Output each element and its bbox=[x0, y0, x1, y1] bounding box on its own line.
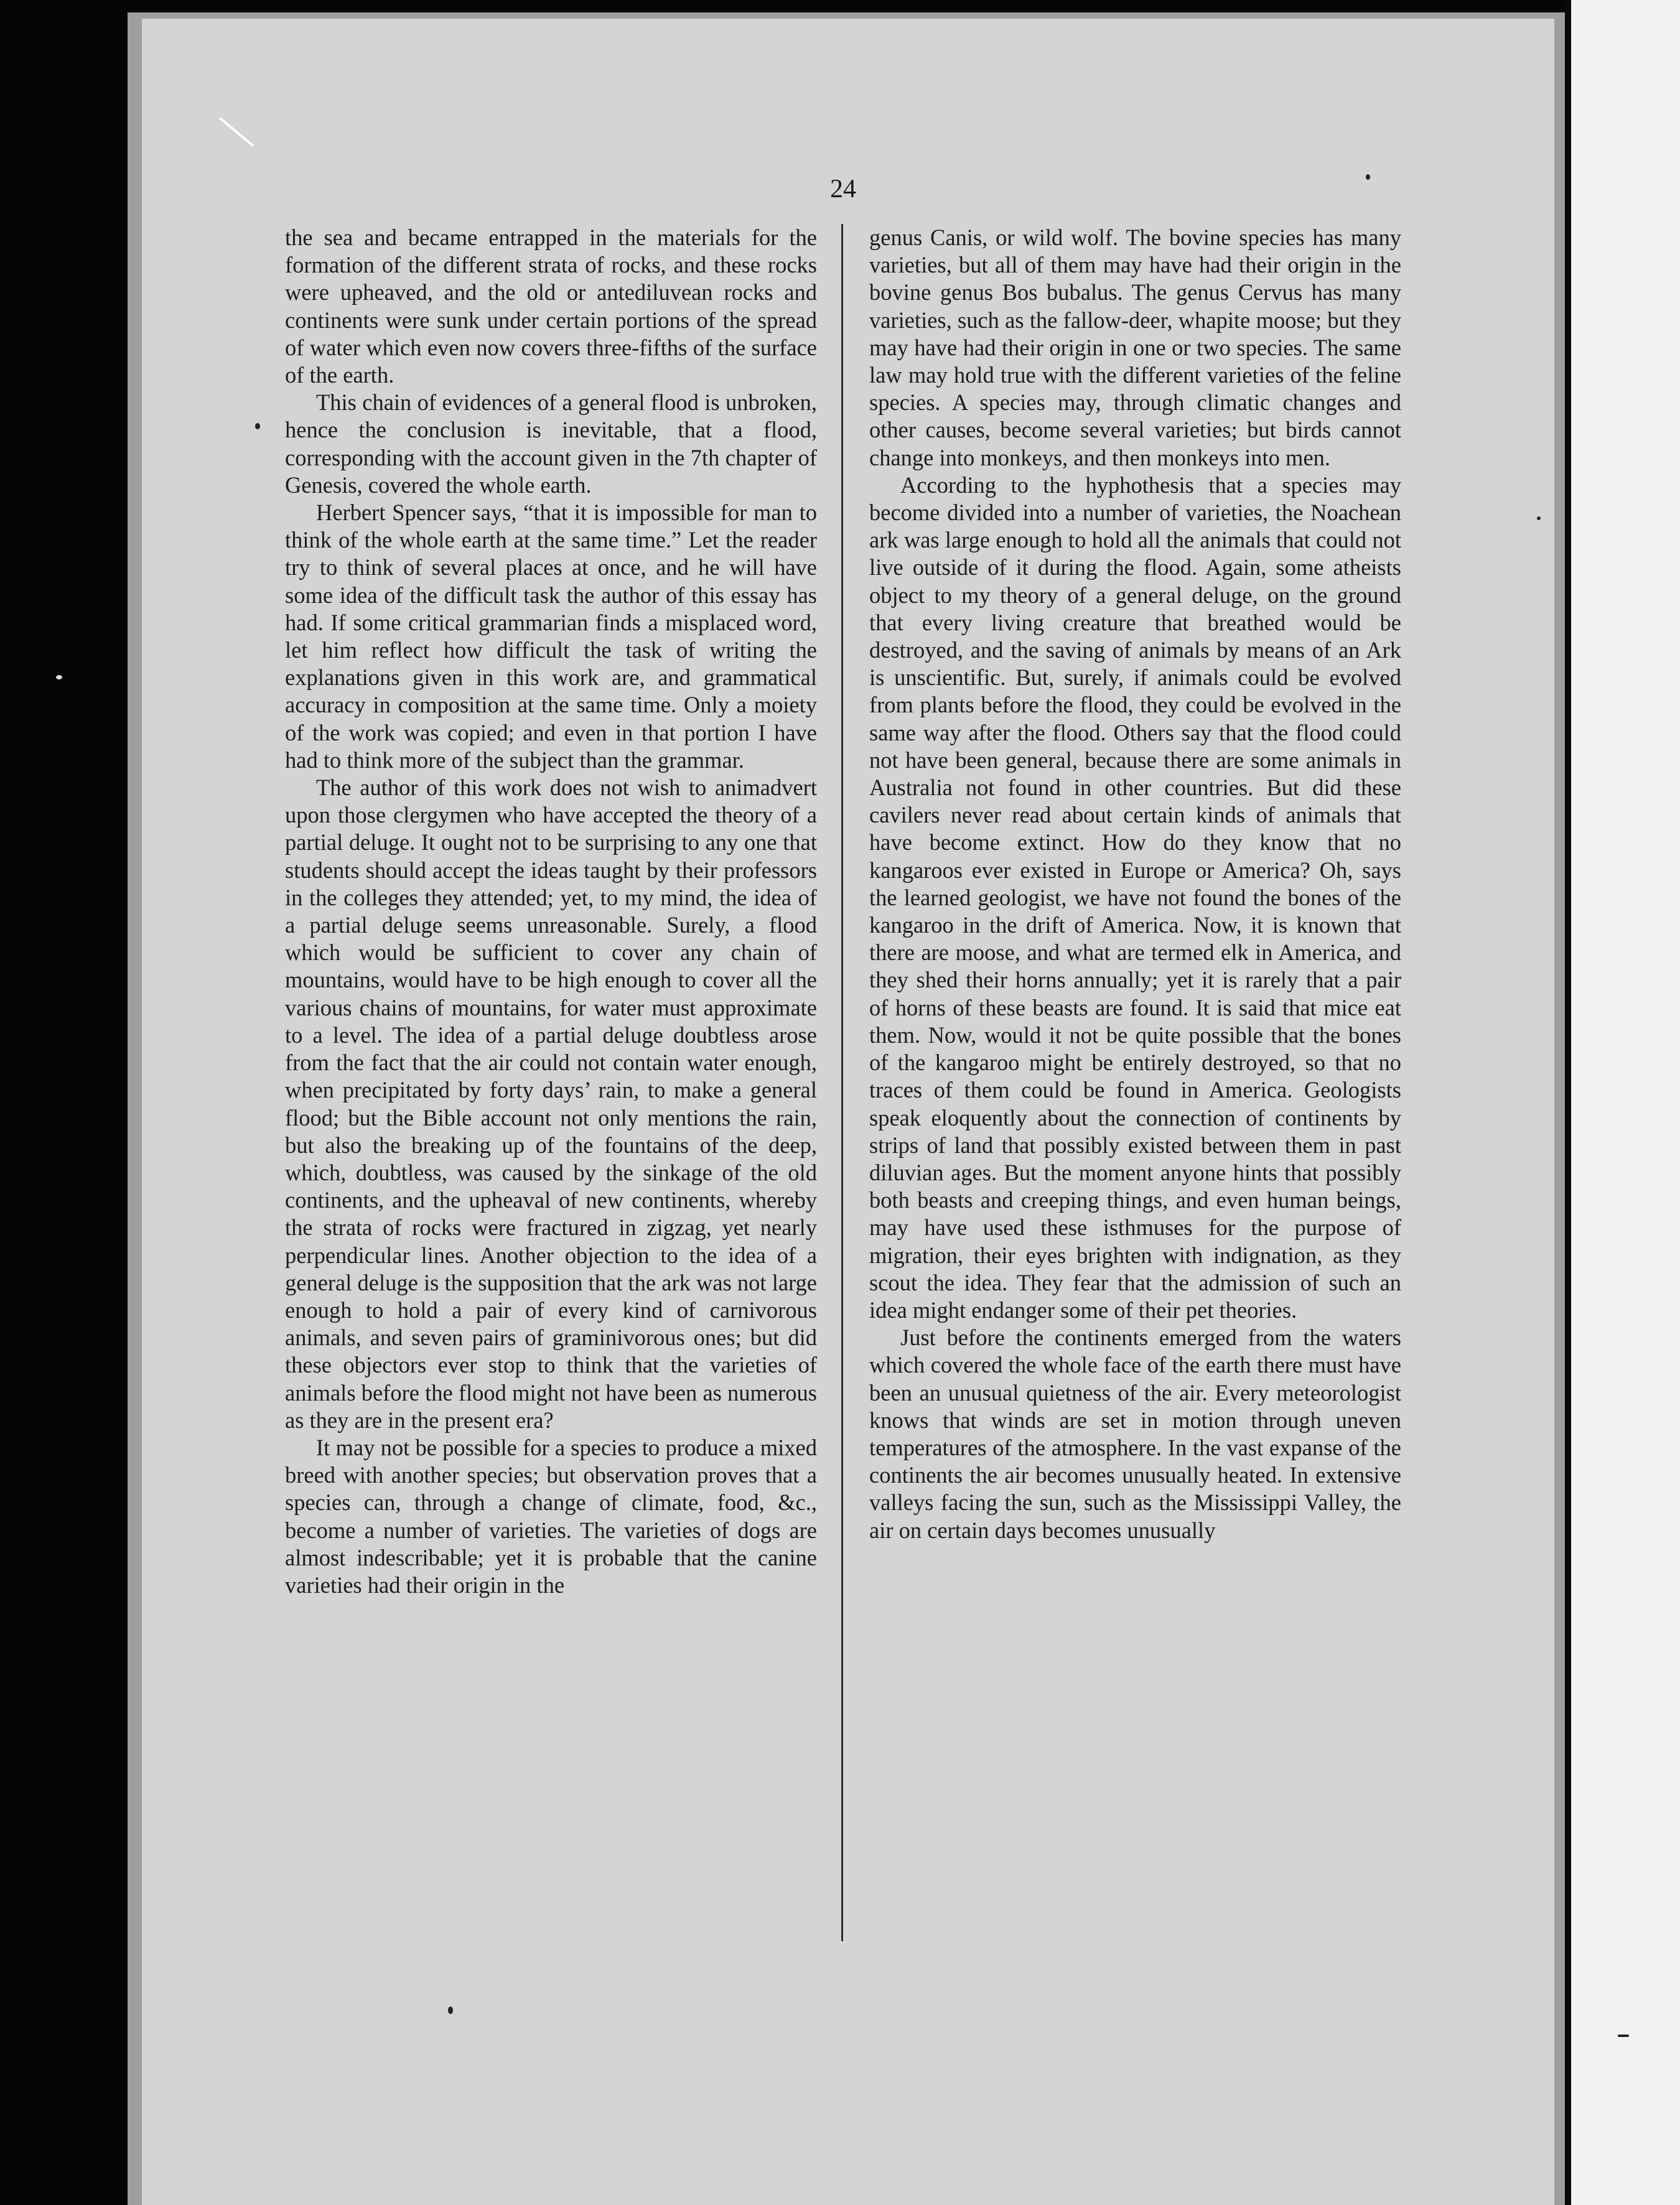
right-column bbox=[869, 224, 1401, 2115]
page-number: 24 bbox=[830, 175, 856, 203]
scan-speck bbox=[56, 675, 62, 679]
adjacent-page-strip bbox=[1571, 0, 1680, 2205]
paragraph: It may not be possible for a species to produce a mixed breed with another species; but observation proves that a species can, through a change of climate, food, &c., become a number of varieties. The varieties of dogs are almost indescribable; yet it is probable that the canine varieties had their origin in the bbox=[285, 1434, 817, 1598]
column-divider bbox=[841, 224, 843, 1941]
scan-speck bbox=[1537, 516, 1541, 520]
scan-speck bbox=[1366, 174, 1370, 180]
paragraph: This chain of evidences of a general flood is unbroken, hence the conclusion is inevitable, that a flood, corresponding with the account given in the 7th chapter of Genesis, covered the whole earth. bbox=[285, 389, 817, 498]
paragraph: The author of this work does not wish to animadvert upon those clergymen who have accepted the theory of a partial deluge. It ought not to be surprising to any one that students should accept the ideas taught by their professors in the colleges they attended; yet, to my mind, the idea of a partial deluge seems unreasonable. Surely, a flood which would be sufficient to cover any chain of mountains, would have to be high enough to cover all the various chains of mountains, for water must approximate to a level. The idea of a partial deluge doubtless arose from the fact that the air could not contain water enough, when precipitated by forty days’ rain, to make a general flood; but the Bible account not only mentions the rain, but also the breaking up of the fountains of the deep, which, doubtless, was caused by the sinkage of the old continents, and the upheaval of new continents, whereby the strata of rocks were fractured in zigzag, yet nearly perpendicular lines. Another objection to the idea of a general deluge is the supposition that the ark was not large enough to hold a pair of every kind of carnivorous animals, and seven pairs of graminivorous ones; but did these objectors ever stop to think that the varieties of animals before the flood might not have been as numerous as they are in the present era? bbox=[285, 775, 817, 1433]
scan-speck bbox=[255, 423, 260, 429]
paragraph: According to the hyphothesis that a species may become divided into a number of varieties, the Noachean ark was large enough to hold all the animals that could not live outside of it during the flood. Again, some atheists object to my theory of a general deluge, on the ground that every living creature that breathed would be destroyed, and the saving of animals by means of an Ark is unscientific. But, surely, if animals could be evolved from plants before the flood, they could be evolved in the same way after the flood. Others say that the flood could not have been general, because there are some animals in Australia not found in other countries. But did these cavilers never read about certain kinds of animals that have become extinct. How do they know that no kangaroos ever existed in Europe or America? Oh, says the learned geologist, we have not found the bones of the kangaroo in the drift of America. Now, it is known that there are moose, and what are termed elk in America, and they shed their horns annually; yet it is rarely that a pair of horns of these beasts are found. It is said that mice eat them. Now, would it not be quite possible that the bones of the kangaroo might be entirely destroyed, so that no traces of them could be found in America. Geologists speak eloquently about the connection of continents by strips of land that possibly existed between them in past diluvian ages. But the moment anyone hints that possibly both beasts and creeping things, and even human beings, may have used these isthmuses for the purpose of migration, their eyes brighten with indignation, as they scout the idea. They fear that the admission of such an idea might endanger some of their pet theories. bbox=[869, 472, 1401, 1323]
left-column bbox=[285, 224, 817, 2115]
scan-speck bbox=[1618, 2035, 1629, 2037]
paragraph: Herbert Spencer says, “that it is impossible for man to think of the whole earth at the same time.” Let the reader try to think of several places at once, and he will have some idea of the difficult task the author of this essay has had. If some critical grammarian finds a misplaced word, let him reflect how difficult the task of writing the explanations given in this work are, and grammatical accuracy in composition at the same time. Only a moiety of the work was copied; and even in that portion I have had to think more of the subject than the grammar. bbox=[285, 500, 817, 773]
paragraph: Just before the continents emerged from the waters which covered the whole face of the earth there must have been an unusual quietness of the air. Every meteorologist knows that winds are set in motion through uneven temperatures of the atmosphere. In the vast expanse of the continents the air becomes unusually heated. In extensive valleys facing the sun, such as the Mississippi Valley, the air on certain days becomes unusually bbox=[869, 1325, 1401, 1543]
paragraph: genus Canis, or wild wolf. The bovine species has many varieties, but all of them may have had their origin in the bovine genus Bos bubalus. The genus Cervus has many varieties, such as the fallow-deer, whapite moose; but they may have had their origin in one or two species. The same law may hold true with the different varieties of the feline species. A species may, through climatic changes and other causes, become several varieties; but birds cannot change into monkeys, and then monkeys into men. bbox=[869, 225, 1401, 470]
paragraph: the sea and became entrapped in the materials for the formation of the different strata of rocks, and these rocks were upheaved, and the old or antediluvean rocks and continents were sunk under certain portions of the spread of water which even now covers three-fifths of the surface of the earth. bbox=[285, 225, 817, 388]
